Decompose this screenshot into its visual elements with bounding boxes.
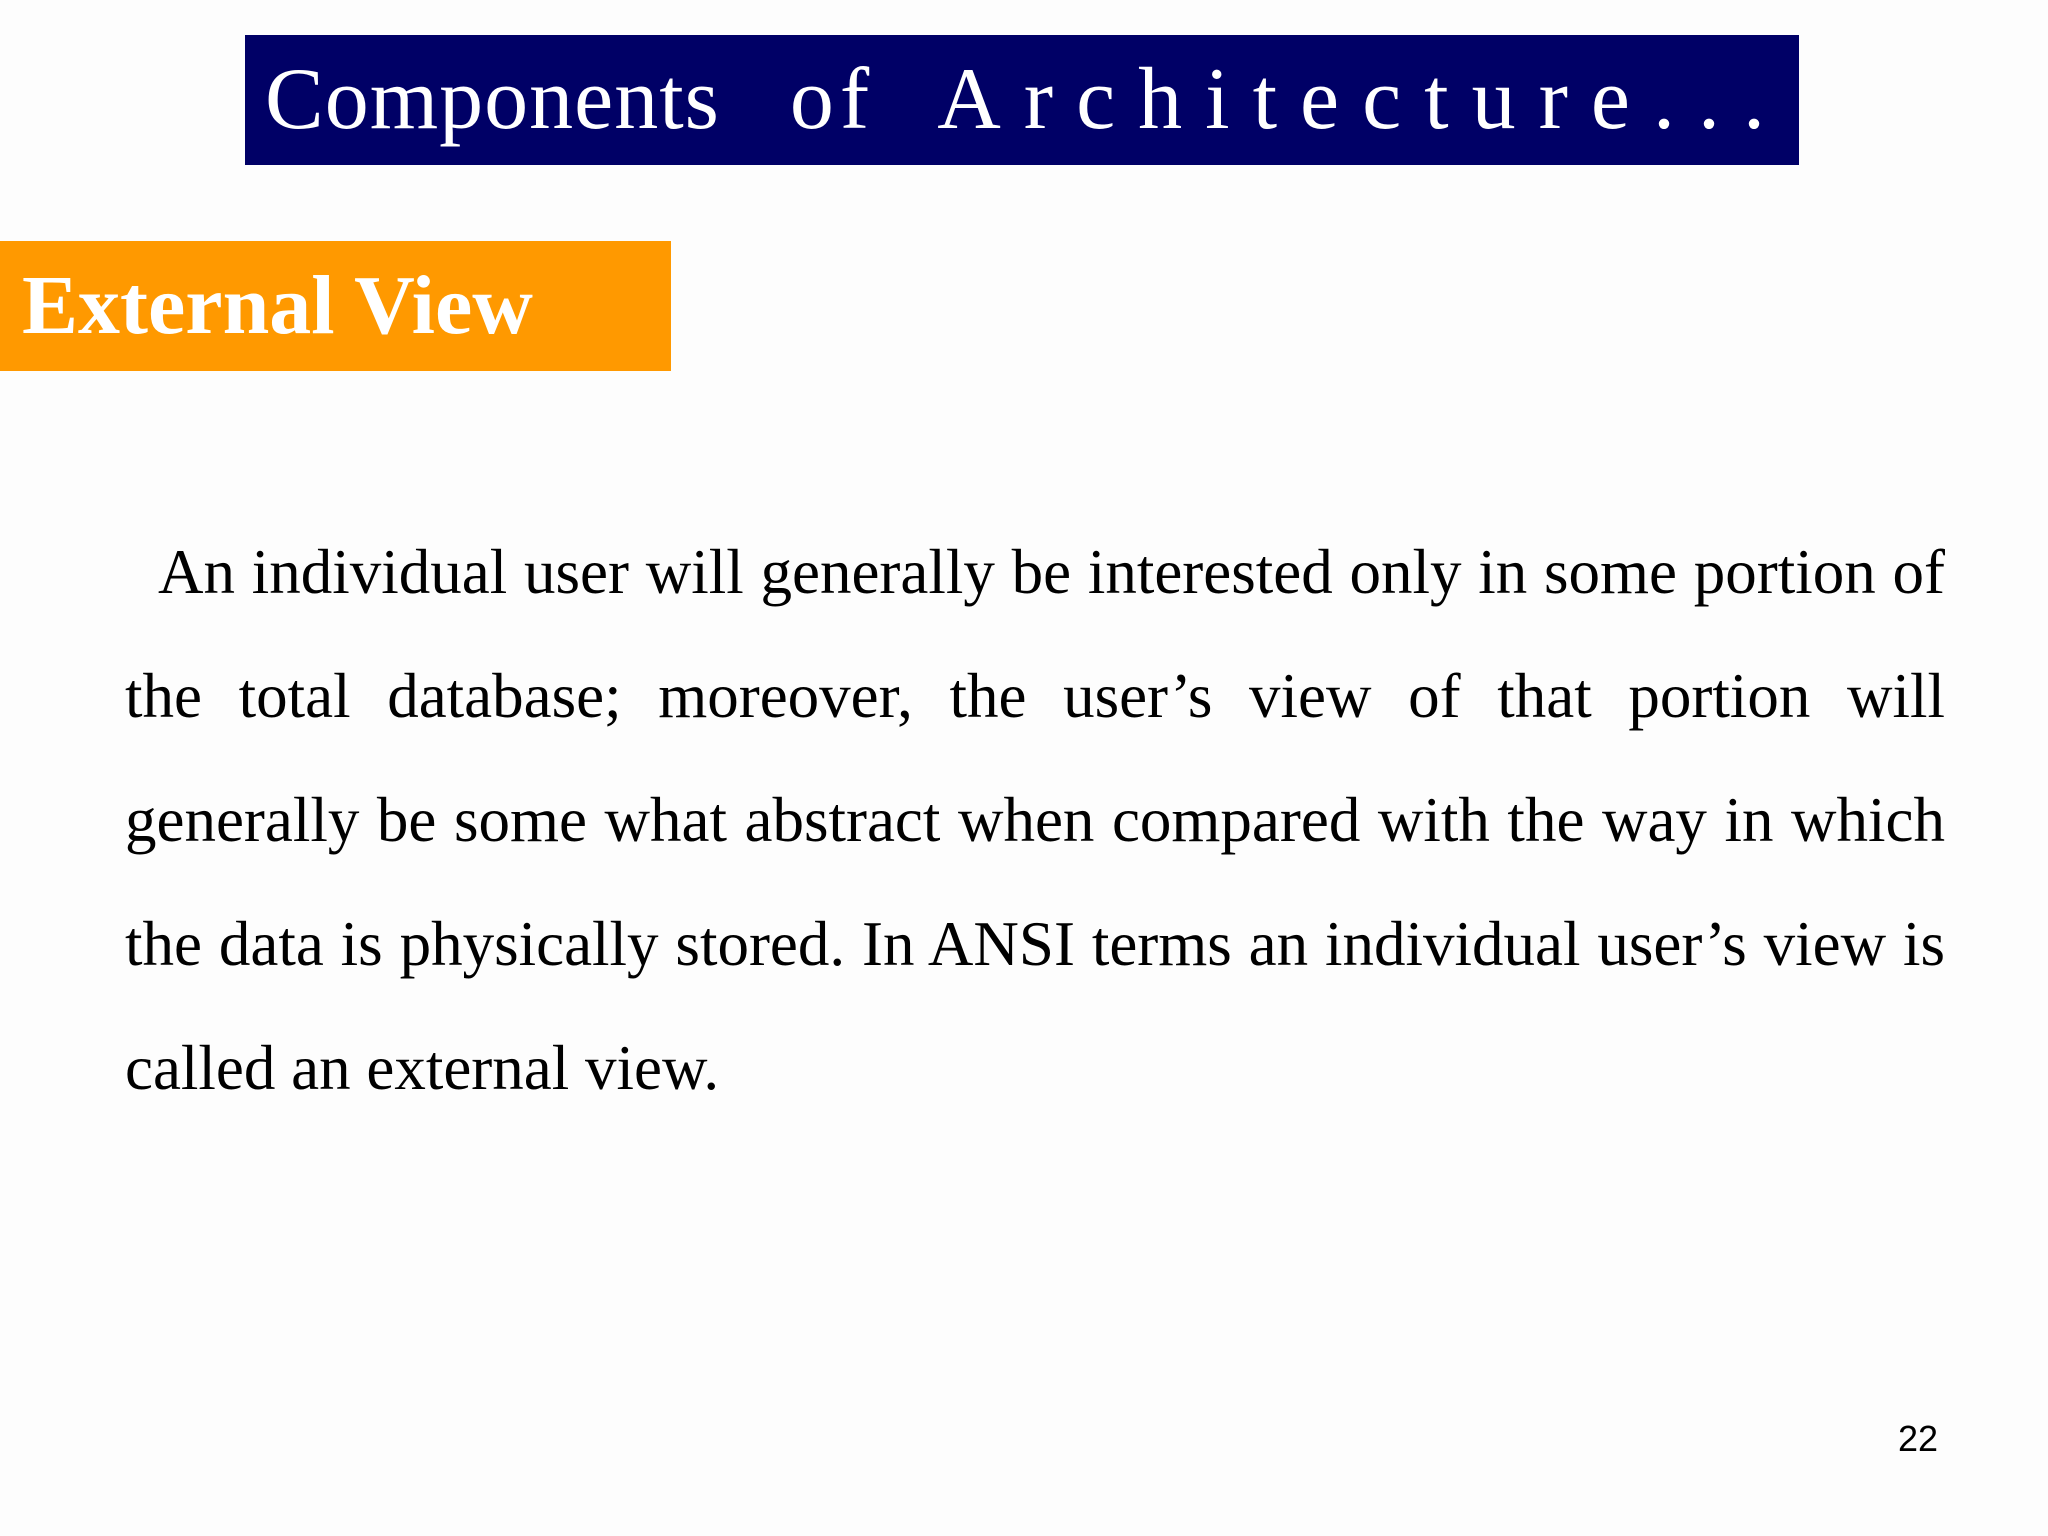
title-word-components: Components	[265, 51, 720, 148]
body-paragraph: An individual user will generally be interested only in some portion of the total database; moreover, the user’s view of that portion will generally be some what abstract when compared with the way in which the data is physically stored. In ANSI terms an individual user’s view is called an external view.	[125, 537, 1945, 1103]
slide-title	[245, 35, 1799, 165]
page-number: 22	[1897, 1418, 1938, 1459]
title-word-of: of	[789, 51, 876, 148]
section-heading: External View	[0, 241, 671, 371]
title-word-architecture: Architecture...	[937, 51, 1788, 148]
